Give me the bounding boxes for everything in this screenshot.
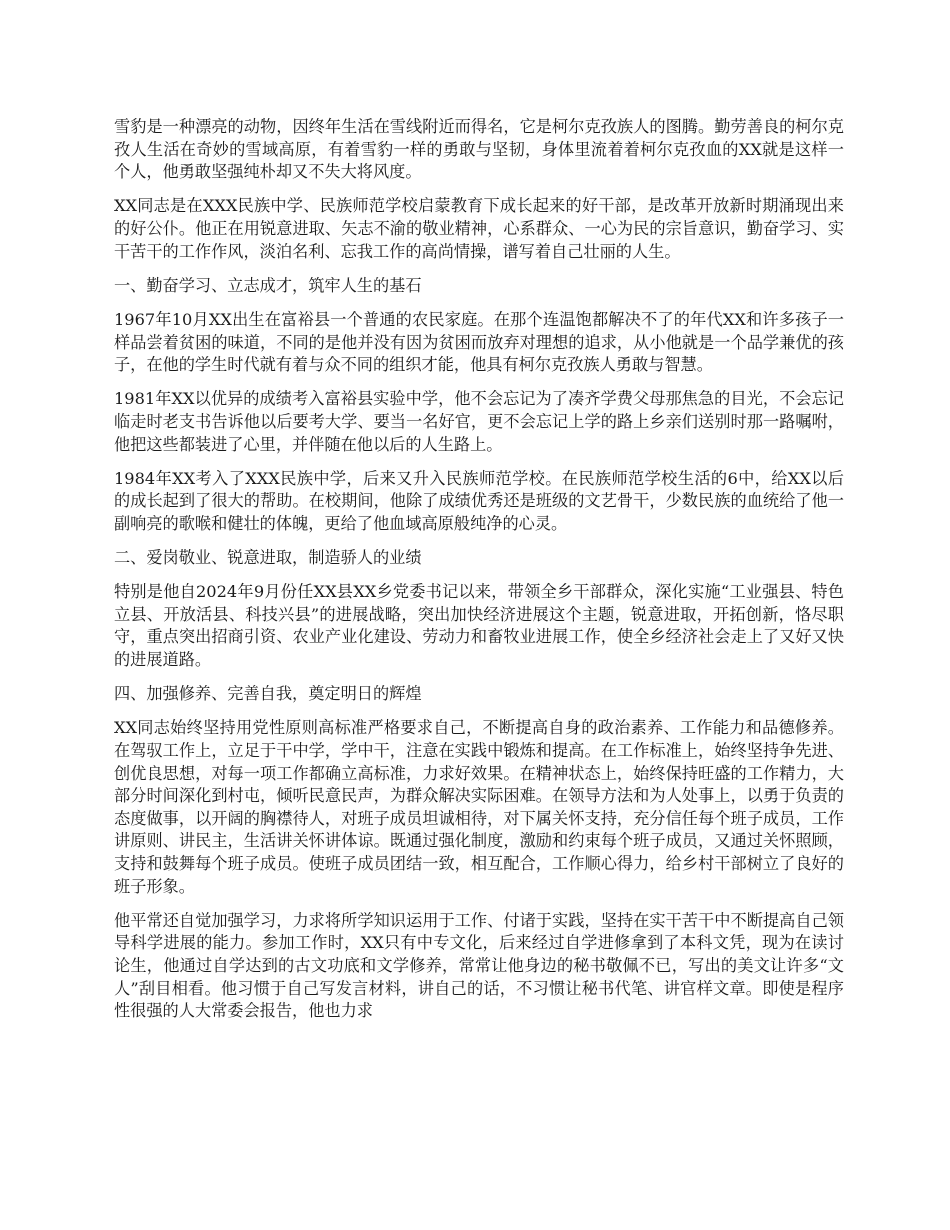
document-page: [114, 116, 844, 1034]
section-heading-work: 二、爱岗敬业、锐意进取，制造骄人的业绩: [114, 548, 422, 568]
profile-paragraph: XX同志是在XXX民族中学、民族师范学校启蒙教育下成长起来的好干部，是改革开放新时期涌现出来的好公仆。他正在用锐意进取、矢志不渝的敬业精神，心系群众、一心为民的宗旨意识，勤奋学习、实干苦干的工作作风，淡泊名利、忘我工作的高尚情操，谱写着自己壮丽的人生。: [114, 196, 844, 261]
section-heading-study: 一、勤奋学习、立志成才，筑牢人生的基石: [114, 275, 422, 295]
cultivation-paragraph: XX同志始终坚持用党性原则高标准严格要求自己，不断提高自身的政治素养、工作能力和品德修养。在驾驭工作上，立足于干中学，学中干，注意在实践中锻炼和提高。在工作标准上，始终坚持争先进、创优良思想，对每一项工作都确立高标准，力求好效果。在精神状态上，始终保持旺盛的工作精力，大部分时间深化到村屯，倾听民意民声，为群众解决实际困难。在领导方法和为人处事上，以勇于负责的态度做事，以开阔的胸襟待人，对班子成员坦诚相待，对下属关怀支持，充分信任每个班子成员，工作讲原则、讲民主，生活讲关怀讲体谅。既通过强化制度，激励和约束每个班子成员，又通过关怀照顾，支持和鼓舞每个班子成员。使班子成员团结一致，相互配合，工作顺心得力，给乡村干部树立了良好的班子形象。: [114, 718, 844, 896]
learning-paragraph: 他平常还自觉加强学习，力求将所学知识运用于工作、付诸于实践，坚持在实干苦干中不断提高自己领导科学进展的能力。参加工作时，XX只有中专文化，后来经过自学进修拿到了本科文凭，现为在读讨论生，他通过自学达到的古文功底和文学修养，常常让他身边的秘书敬佩不已，写出的美文让许多“文人”刮目相看。他习惯于自己写发言材料，讲自己的话，不习惯让秘书代笔、讲官样文章。即使是程序性很强的人大常委会报告，他也力求: [114, 910, 844, 1021]
intro-paragraph: 雪豹是一种漂亮的动物，因终年生活在雪线附近而得名，它是柯尔克孜族人的图腾。勤劳善良的柯尔克孜人生活在奇妙的雪域高原，有着雪豹一样的勇敢与坚韧，身体里流着着柯尔克孜血的XX就是这样一个人，他勇敢坚强纯朴却又不失大将风度。: [114, 117, 844, 182]
childhood-paragraph: 1967年10月XX出生在富裕县一个普通的农民家庭。在那个连温饱都解决不了的年代XX和许多孩子一样品尝着贫困的味道，不同的是他并没有因为贫困而放弃对理想的追求，从小他就是一个品学兼优的孩子，在他的学生时代就有着与众不同的组织才能，他具有柯尔克孜族人勇敢与智慧。: [114, 309, 844, 375]
work-paragraph: 特别是他自2024年9月份任XX县XX乡党委书记以来，带领全乡干部群众，深化实施“工业强县、特色立县、开放活县、科技兴县”的进展战略，突出加快经济进展这个主题，锐意进取，开拓创新，恪尽职守，重点突出招商引资、农业产业化建设、劳动力和畜牧业进展工作，使全乡经济社会走上了又好又快的进展道路。: [114, 582, 844, 670]
middle-school-paragraph: 1981年XX以优异的成绩考入富裕县实验中学，他不会忘记为了凑齐学费父母那焦急的目光，不会忘记临走时老支书告诉他以后要考大学、要当一名好官，更不会忘记上学的路上乡亲们送别时那一路嘱咐，他把这些都装进了心里，并伴随在他以后的人生路上。: [114, 389, 844, 454]
normal-school-paragraph: 1984年XX考入了XXX民族中学，后来又升入民族师范学校。在民族师范学校生活的6中，给XX以后的成长起到了很大的帮助。在校期间，他除了成绩优秀还是班级的文艺骨干，少数民族的血统给了他一副响亮的歌喉和健壮的体魄，更给了他血域高原般纯净的心灵。: [114, 468, 844, 533]
section-heading-cultivation: 四、加强修养、完善自我，奠定明日的辉煌: [114, 684, 422, 704]
